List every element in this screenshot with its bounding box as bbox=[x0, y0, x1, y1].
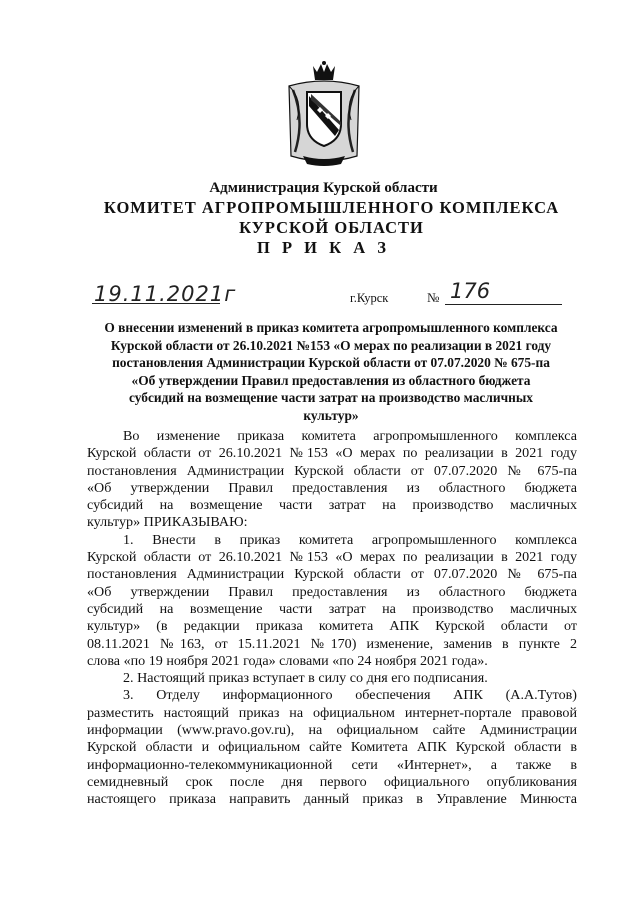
title-line: «Об утверждении Правил предоставления из областного бюджета bbox=[131, 372, 531, 388]
body-line: Курской области и официальном сайте Комитета АПК Курской области в bbox=[87, 739, 577, 756]
region-name: КУРСКОЙ ОБЛАСТИ bbox=[239, 218, 424, 237]
body-line: слова «по 19 ноября 2021 года» словами «по 24 ноября 2021 года». bbox=[87, 652, 488, 669]
number-underline bbox=[445, 304, 562, 305]
order-body bbox=[87, 428, 577, 809]
title-line: Курской области от 26.10.2021 №153 «О мерах по реализации в 2021 году bbox=[110, 337, 552, 353]
number-label: № bbox=[427, 290, 440, 305]
order-number: 176 bbox=[450, 279, 491, 303]
body-line: семидневный срок после дня первого официального опубликования bbox=[87, 773, 577, 790]
body-line: «Об утверждении Правил предоставления из областного бюджета bbox=[87, 479, 577, 496]
administration-name: Администрация Курской области bbox=[209, 180, 438, 196]
city-label: г.Курск bbox=[350, 291, 389, 305]
date-underline bbox=[92, 303, 220, 304]
body-line: 3. Отделу информационного обеспечения АПК (А.А.Тутов) bbox=[123, 687, 577, 704]
title-line: культур» bbox=[303, 407, 359, 423]
body-line: информации (www.pravo.gov.ru), на официальном сайте Администрации bbox=[87, 722, 577, 739]
body-line: разместить настоящий приказ на официальном интернет-портале правовой bbox=[87, 704, 577, 721]
order-date: 19.11.2021г bbox=[94, 282, 237, 306]
body-line: 08.11.2021 №163, от 15.11.2021 №170) изменение, заменив в пункте 2 bbox=[87, 635, 577, 652]
body-line: культур» (в редакции приказа комитета АПК Курской области от bbox=[87, 618, 577, 635]
body-line: Курской области от 26.10.2021 №153 «О мерах по реализации в 2021 году bbox=[87, 549, 577, 566]
body-line: Курской области от 26.10.2021 №153 «О мерах по реализации в 2021 году bbox=[87, 445, 577, 462]
title-line: субсидий на возмещение части затрат на производство масличных bbox=[129, 390, 533, 406]
title-line: постановления Администрации Курской области от 07.07.2020 № 675-па bbox=[112, 355, 550, 371]
body-line: 2. Настоящий приказ вступает в силу со дня его подписания. bbox=[123, 670, 488, 687]
body-line: 1. Внести в приказ комитета агропромышленного комплекса bbox=[123, 531, 577, 548]
order-title bbox=[84, 319, 578, 425]
body-line: информационно-телекоммуникационной сети «Интернет», а также в bbox=[87, 756, 577, 773]
body-line: субсидий на возмещение части затрат на производство масличных bbox=[87, 497, 577, 514]
title-line: О внесении изменений в приказ комитета агропромышленного комплекса bbox=[104, 320, 558, 335]
body-line: постановления Администрации Курской области от 07.07.2020 № 675-па bbox=[87, 462, 577, 479]
body-line: постановления Администрации Курской области от 07.07.2020 № 675-па bbox=[87, 566, 577, 583]
coat-of-arms-emblem bbox=[283, 60, 365, 170]
committee-name: КОМИТЕТ АГРОПРОМЫШЛЕННОГО КОМПЛЕКСА bbox=[103, 198, 560, 217]
body-line: «Об утверждении Правил предоставления из областного бюджета bbox=[87, 583, 577, 600]
body-line: Во изменение приказа комитета агропромышленного комплекса bbox=[123, 428, 577, 444]
body-line: культур» ПРИКАЗЫВАЮ: bbox=[87, 514, 248, 531]
document-type: П Р И К А З bbox=[257, 238, 390, 257]
body-line: настоящего приказа направить данный приказ в Управление Минюста bbox=[87, 791, 577, 808]
body-line: субсидий на возмещение части затрат на производство масличных bbox=[87, 600, 577, 617]
